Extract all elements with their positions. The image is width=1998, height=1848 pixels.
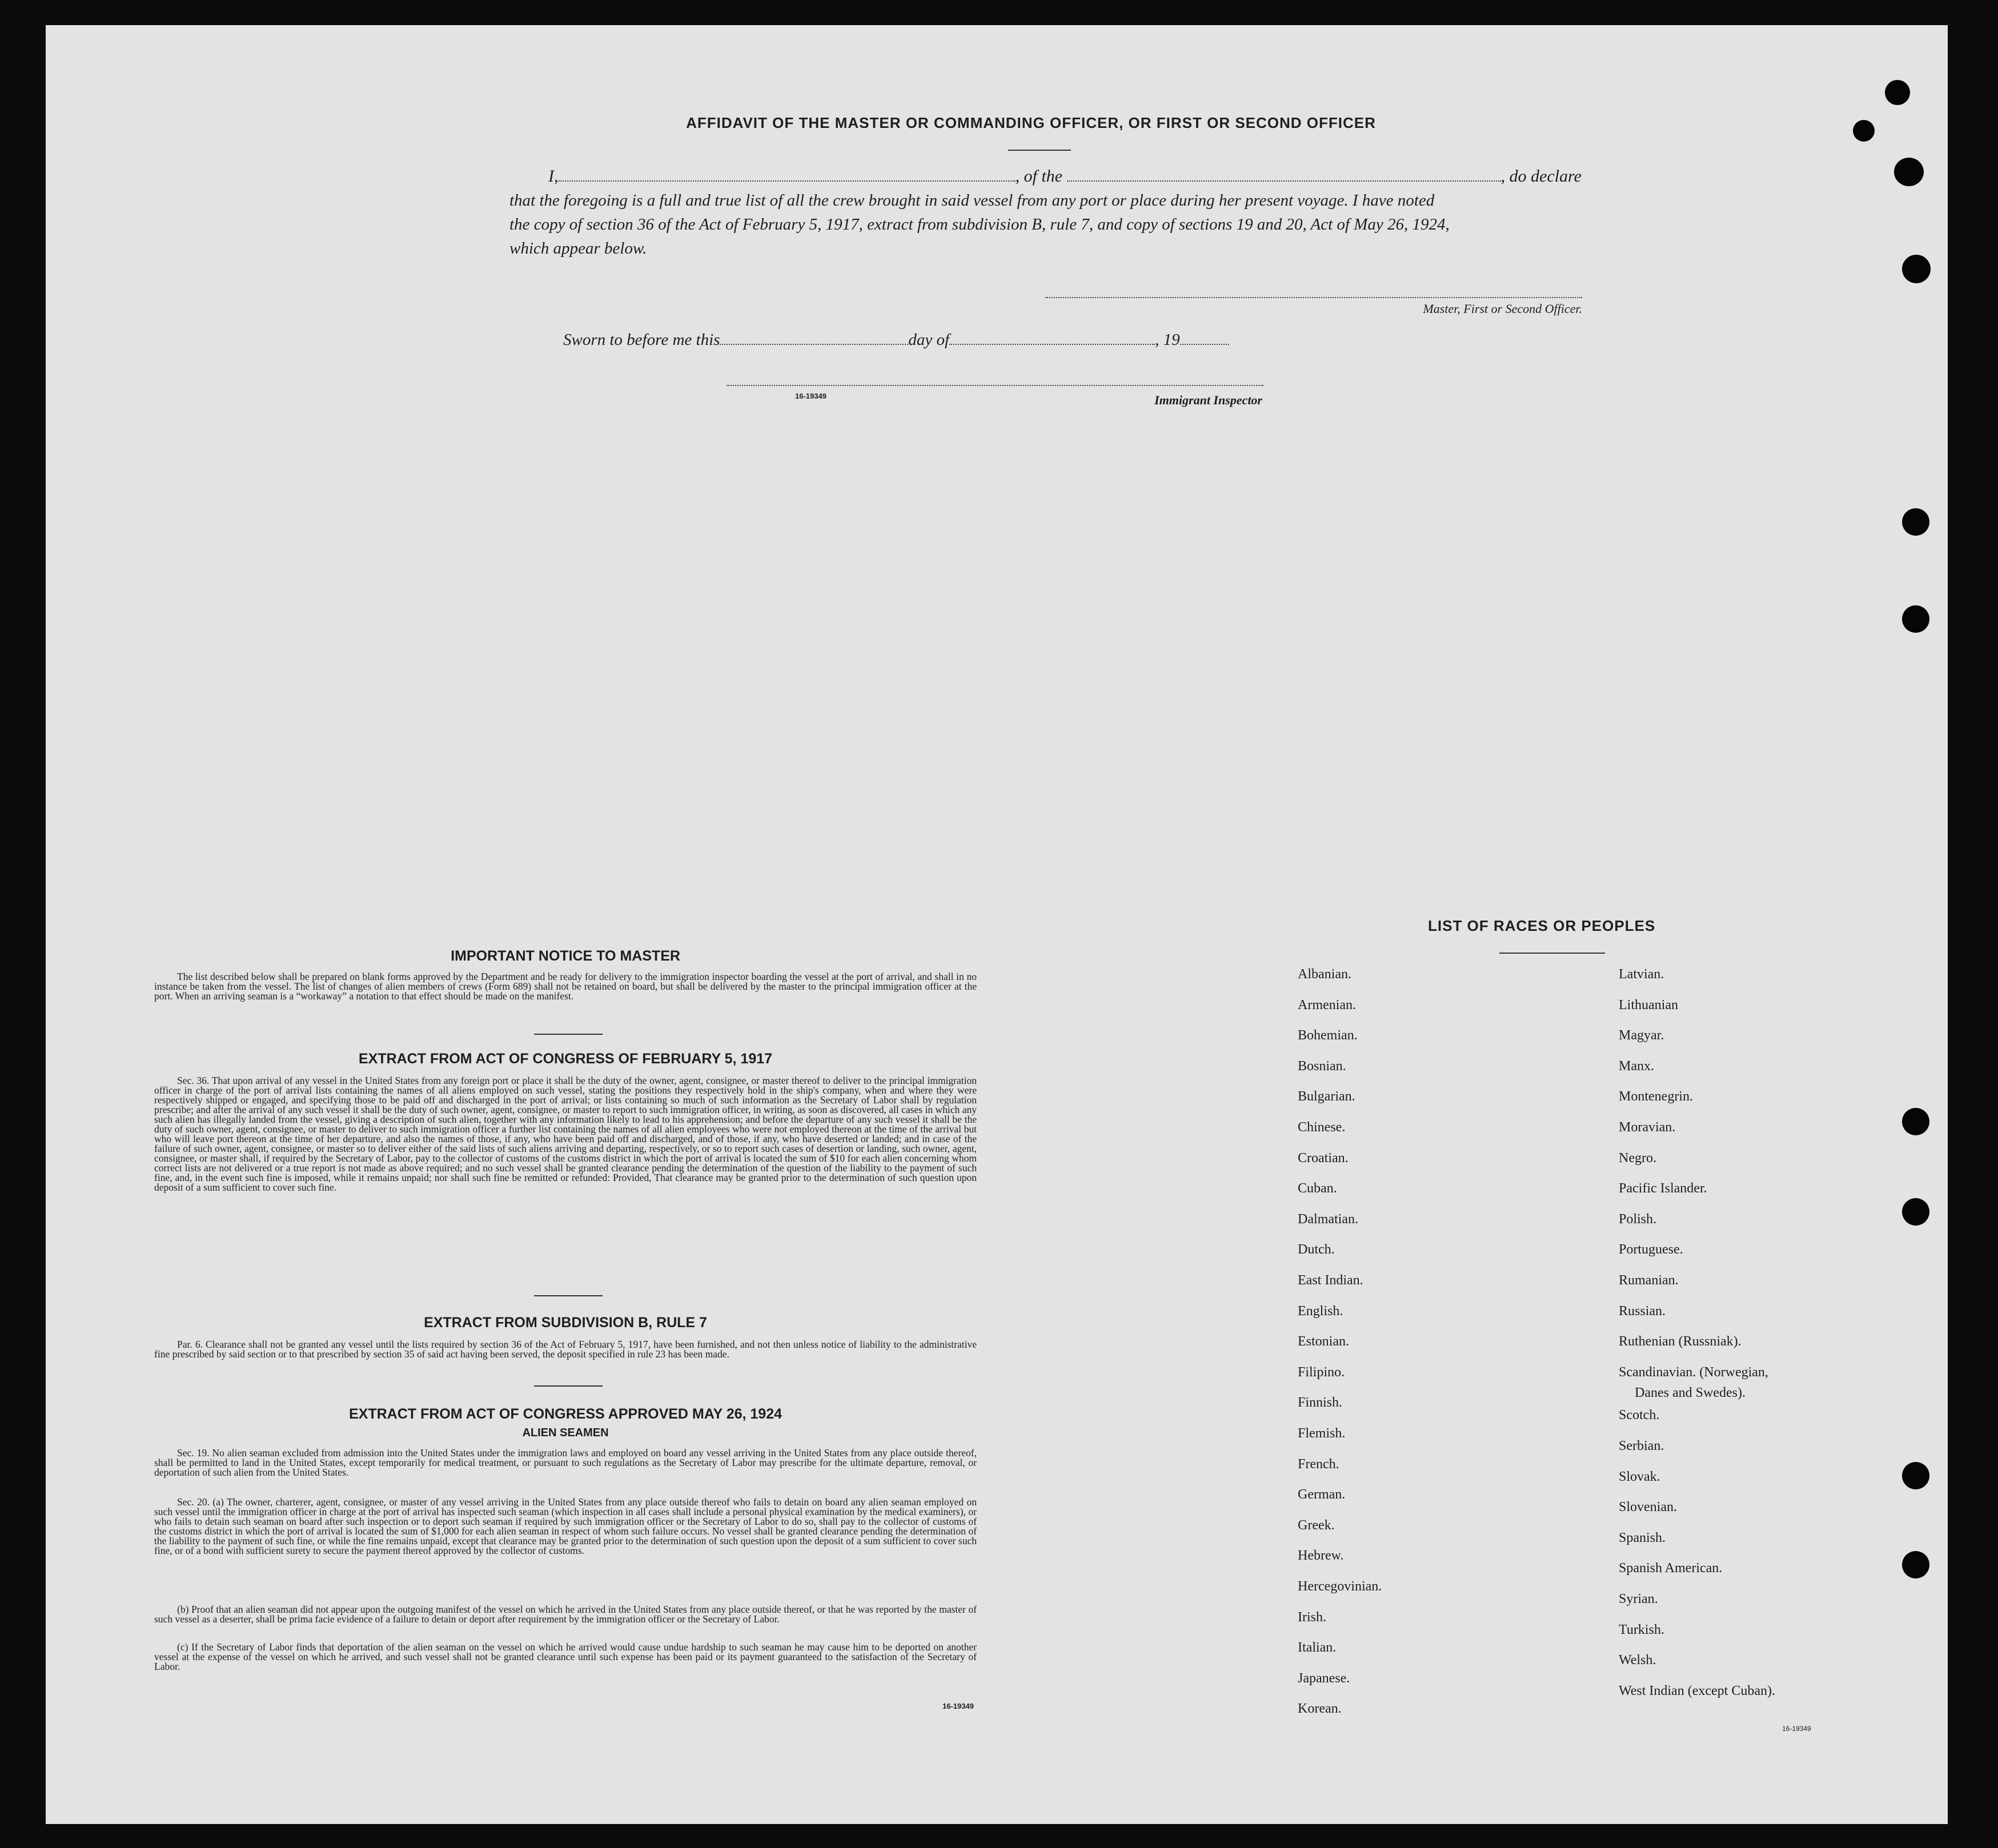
- race-item: Hercegovinian.: [1298, 1579, 1382, 1594]
- inspector-caption: Immigrant Inspector: [1154, 393, 1262, 407]
- races-title: LIST OF RACES OR PEOPLES: [1428, 917, 1656, 934]
- race-item: French.: [1298, 1456, 1339, 1472]
- race-item: German.: [1298, 1487, 1346, 1502]
- race-item: Welsh.: [1619, 1653, 1656, 1668]
- race-item: Montenegrin.: [1619, 1089, 1693, 1104]
- race-item: English.: [1298, 1303, 1343, 1319]
- vessel-blank[interactable]: [1067, 167, 1501, 182]
- punch-hole: [1894, 158, 1924, 186]
- sworn-day-blank[interactable]: [720, 330, 908, 345]
- rule-7-text: Par. 6. Clearance shall not be granted any vessel until the lists required by section 36 of the Act of February 5, 1917, have been furnished, and not then unless notice of liability to the administrative fine prescribed by said section or to that prescribed by section 35 of said act having been served, the deposit specified in rule 23 has been made.: [154, 1339, 977, 1360]
- race-item: Flemish.: [1298, 1426, 1346, 1441]
- sworn-month-blank[interactable]: [949, 330, 1155, 345]
- punch-hole: [1885, 80, 1910, 105]
- master-signature-line[interactable]: [1045, 297, 1582, 298]
- punch-hole: [1902, 255, 1931, 283]
- form-number: 16-19349: [942, 1702, 974, 1710]
- race-item: Cuban.: [1298, 1181, 1337, 1196]
- race-item: Chinese.: [1298, 1120, 1346, 1135]
- punch-hole: [1902, 508, 1929, 536]
- race-item: Slovak.: [1619, 1469, 1660, 1484]
- race-item: Dutch.: [1298, 1242, 1335, 1258]
- race-item: Bulgarian.: [1298, 1089, 1355, 1104]
- affidavit-title: AFFIDAVIT OF THE MASTER OR COMMANDING OFFICER, OR FIRST OR SECOND OFFICER: [686, 114, 1376, 131]
- race-item: Moravian.: [1619, 1120, 1676, 1135]
- race-item: Dalmatian.: [1298, 1211, 1358, 1227]
- punch-hole: [1902, 1108, 1929, 1135]
- master-caption: Master, First or Second Officer.: [1423, 302, 1582, 316]
- sec-20c-text: (c) If the Secretary of Labor finds that deportation of the alien seaman on the vessel on which he arrived would cause undue hardship to such seaman he may cause him to be deported on another vessel at the expense of the vessel on which he arrived, and such vessel shall not be granted clearance until such expense has been paid or its payment guaranteed to the satisfaction of the Secretary of Labor.: [154, 1641, 977, 1672]
- race-item: Finnish.: [1298, 1395, 1343, 1411]
- sworn-year-blank[interactable]: [1180, 330, 1229, 345]
- punch-hole: [1853, 120, 1875, 142]
- race-item: Magyar.: [1619, 1028, 1664, 1043]
- race-item: Pacific Islander.: [1619, 1181, 1707, 1196]
- affidavit-line-2: that the foregoing is a full and true list of all the crew brought in said vessel from any port or place during her present voyage. I have noted: [509, 191, 1435, 210]
- race-item: Armenian.: [1298, 997, 1356, 1013]
- race-item: Rumanian.: [1619, 1273, 1679, 1288]
- affidavit-i-label: I,: [548, 167, 559, 186]
- race-item: East Indian.: [1298, 1273, 1363, 1288]
- race-item: Ruthenian (Russniak).: [1619, 1334, 1742, 1349]
- divider: [534, 1295, 603, 1296]
- race-item: Spanish American.: [1619, 1561, 1723, 1576]
- race-item: Portuguese.: [1619, 1242, 1683, 1258]
- form-number: 16-19349: [795, 392, 827, 400]
- race-item: Negro.: [1619, 1150, 1656, 1166]
- extract-1924-title: EXTRACT FROM ACT OF CONGRESS APPROVED MAY 26, 1924: [348, 1406, 783, 1422]
- race-item: Hebrew.: [1298, 1548, 1344, 1564]
- affidavit-line-1: [548, 164, 1582, 188]
- race-item: Scotch.: [1619, 1408, 1660, 1423]
- divider: [1499, 953, 1605, 954]
- scandinavian-continuation: Danes and Swedes).: [1635, 1385, 1746, 1400]
- punch-hole: [1902, 605, 1929, 633]
- inspector-signature-line[interactable]: [727, 385, 1263, 386]
- extract-1917-text: Sec. 36. That upon arrival of any vessel in the United States from any foreign port or place it shall be the duty of the owner, agent, consignee, or master thereof to deliver to the principal immigration officer in charge of the port of arrival lists containing the names of all aliens employed on such vessel, stating the positions they respectively hold in the ship's company, when and where they were respectively shipped or engaged, and specifying those to be paid off and discharged in the port of arrival; or lists containing so much of such information as the Secretary of Labor shall by regulation prescribe; and after the arrival of any such vessel it shall be the duty of such owner, agent, consignee, or master to report to such immigration officer, in writing, as soon as discovered, all cases in which any such alien has illegally landed from the vessel, giving a description of such alien, together with any information likely to lead to his apprehension; and before the departure of any such vessel it shall be the duty of such owner, agent, consignee, or master to deliver to such immigration officer a further list containing the names of all alien employees who were not employed thereon at the time of the arrival but who will leave port thereon at the time of her departure, and also the names of those, if any, who have been paid off and discharged, and of those, if any, who have deserted or landed; and in case of the failure of such owner, agent, consignee, or master so to deliver either of the said lists of such aliens arriving and departing, respectively, or so to report such cases of desertion or landing, such owner, agent, consignee, or master shall, if required by the Secretary of Labor, pay to the collector of customs of the customs district in which the port of arrival is located the sum of $10 for each alien concerning whom correct lists are not delivered or a true report is not made as above required; and no such vessel shall be granted clearance pending the determination of the question of the liability to the payment of such fine, and, in the event such fine is imposed, while it remains unpaid; nor shall such fine be remitted or refunded: Provided, That clearance may be granted prior to the determination of such question upon deposit of a sum sufficient to cover such fine.: [154, 1075, 977, 1193]
- affidavit-of-the-label: , of the: [1015, 167, 1062, 186]
- race-item: Albanian.: [1298, 967, 1351, 982]
- race-item: Scandinavian. (Norwegian,: [1619, 1364, 1768, 1380]
- sec-20a-text: Sec. 20. (a) The owner, charterer, agent, consignee, or master of any vessel arriving in the United States from any place outside thereof who fails to detain on board any alien seaman employed on such vessel until the immigration officer in charge at the port of arrival has inspected such seaman (which inspection in all cases shall include a personal physical examination by the medical examiners), or who fails to detain such seaman on board after such inspection or to deport such seaman if required by such immigration officer or the Secretary of Labor to do so, shall pay to the collector of customs of the customs district in which the port of arrival is located the sum of $1,000 for each alien seaman in respect of whom such failure occurs. No vessel shall be granted clearance pending the determination of the liability to the payment of such fine, or while the fine remains unpaid, except that clearance may be granted prior to the determination of such question upon the deposit of a sum sufficient to cover such fine, or of a bond with sufficient surety to secure the payment thereof approved by the collector of customs.: [154, 1496, 977, 1556]
- race-item: Serbian.: [1619, 1439, 1664, 1453]
- race-item: Syrian.: [1619, 1592, 1658, 1606]
- year-label: , 19: [1155, 331, 1180, 349]
- alien-seamen-subtitle: ALIEN SEAMEN: [522, 1427, 609, 1439]
- race-item: Turkish.: [1619, 1622, 1664, 1637]
- affidavit-declare-label: , do declare: [1500, 167, 1582, 186]
- sec-19-text: Sec. 19. No alien seaman excluded from admission into the United States under the immigration laws and employed on board any vessel arriving in the United States from any place outside thereof, shall be permitted to land in the United States, except temporarily for medical treatment, or pursuant to such regulations as the Secretary of Labor may prescribe for the ultimate departure, removal, or deportation of such alien from the United States.: [154, 1447, 977, 1478]
- name-blank[interactable]: [559, 167, 1016, 182]
- punch-hole: [1902, 1551, 1929, 1578]
- race-item: Lithuanian: [1619, 997, 1678, 1013]
- notice-title: IMPORTANT NOTICE TO MASTER: [451, 948, 680, 964]
- race-item: Slovenian.: [1619, 1500, 1677, 1515]
- race-item: Polish.: [1619, 1211, 1657, 1227]
- race-item: Manx.: [1619, 1058, 1654, 1074]
- race-item: Irish.: [1298, 1609, 1326, 1625]
- divider: [534, 1034, 603, 1035]
- race-item: Latvian.: [1619, 967, 1664, 982]
- race-item: Italian.: [1298, 1640, 1337, 1656]
- race-item: Korean.: [1298, 1701, 1342, 1717]
- affidavit-line-3: the copy of section 36 of the Act of February 5, 1917, extract from subdivision B, rule 7, and copy of sections 19 and 20, Act of May 26, 1924,: [509, 215, 1450, 234]
- race-item: Russian.: [1619, 1303, 1666, 1319]
- race-item: Estonian.: [1298, 1334, 1349, 1349]
- punch-hole: [1902, 1462, 1929, 1489]
- race-item: Filipino.: [1298, 1364, 1345, 1380]
- race-item: Spanish.: [1619, 1530, 1666, 1545]
- affidavit-line-4: which appear below.: [509, 239, 647, 258]
- race-item: Japanese.: [1298, 1670, 1350, 1686]
- notice-text: The list described below shall be prepared on blank forms approved by the Department and be ready for delivery to the immigration inspector boarding the vessel at the port of arrival, and shall in no instance be taken from the vessel. The list of changes of alien members of crews (Form 689) shall not be retained on board, but shall be delivered by the master to the principal immigration officer at the port. When an arriving seaman is a “workaway” a notation to that effect should be made on the manifest.: [154, 971, 977, 1002]
- extract-1917-title: EXTRACT FROM ACT OF CONGRESS OF FEBRUARY 5, 1917: [358, 1051, 773, 1067]
- sworn-label: Sworn to before me this: [563, 331, 720, 349]
- race-item: West Indian (except Cuban).: [1619, 1683, 1775, 1698]
- race-item: Greek.: [1298, 1517, 1335, 1533]
- race-item: Croatian.: [1298, 1150, 1349, 1166]
- punch-hole: [1902, 1198, 1929, 1226]
- sec-20b-text: (b) Proof that an alien seaman did not appear upon the outgoing manifest of the vessel on which he arrived in the United States from any place outside thereof, or that he was reported by the master of such vessel as a deserter, shall be prima facie evidence of a failure to detain or deport after requirement by the immigration officer or the Secretary of Labor.: [154, 1604, 977, 1625]
- form-number: 16-19349: [1782, 1725, 1811, 1733]
- day-of-label: day of: [908, 331, 950, 349]
- rule-7-title: EXTRACT FROM SUBDIVISION B, RULE 7: [424, 1315, 707, 1331]
- divider: [1008, 150, 1071, 151]
- sworn-line: [563, 328, 1306, 352]
- race-item: Bosnian.: [1298, 1058, 1346, 1074]
- divider: [534, 1385, 603, 1387]
- race-item: Bohemian.: [1298, 1028, 1358, 1043]
